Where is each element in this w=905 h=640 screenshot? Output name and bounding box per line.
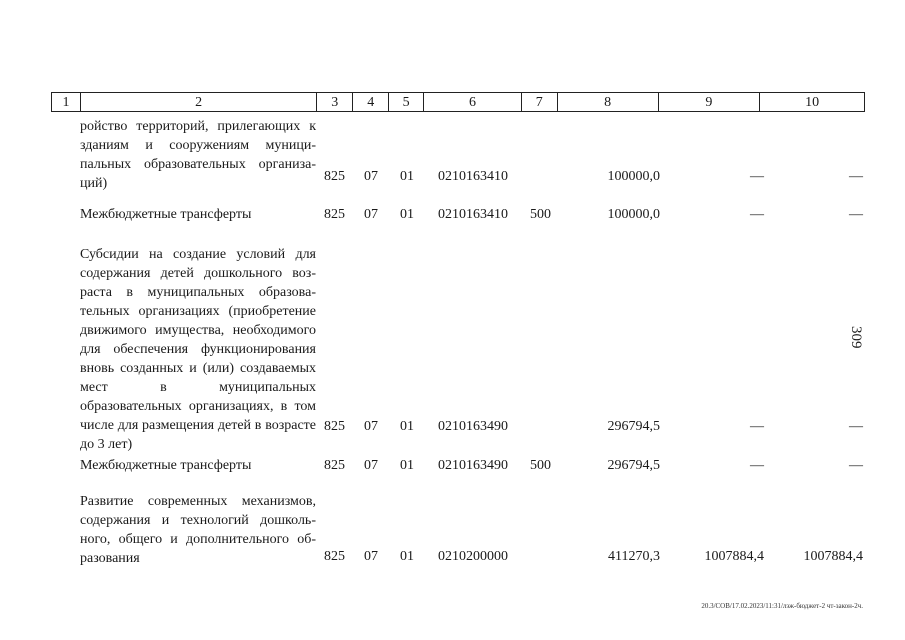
header-col-9: 9 (659, 93, 761, 111)
footer-note: 20.3/СОВ/17.02.2023/11:31/лэж-бюджет-2 чт-закон-2ч. (701, 602, 863, 610)
header-col-7: 7 (522, 93, 558, 111)
cell-col-10: — (849, 207, 863, 222)
cell-col-8: 411270,3 (608, 549, 660, 564)
cell-col-6: 0210200000 (438, 549, 508, 564)
table-header (51, 92, 865, 112)
cell-col-10: 1007884,4 (803, 549, 863, 564)
header-col-8: 8 (558, 93, 659, 111)
row-description: Межбюджетные трансферты (80, 207, 252, 222)
cell-col-5: 01 (400, 458, 414, 473)
cell-col-9: 1007884,4 (704, 549, 764, 564)
cell-col-6: 0210163410 (438, 207, 508, 222)
cell-col-3: 825 (324, 169, 345, 184)
row-description: Межбюджетные трансферты (80, 458, 252, 473)
header-col-4: 4 (353, 93, 389, 111)
cell-col-3: 825 (324, 549, 345, 564)
cell-col-9: — (750, 207, 764, 222)
cell-col-6: 0210163490 (438, 419, 508, 434)
cell-col-8: 296794,5 (607, 458, 660, 473)
cell-col-5: 01 (400, 169, 414, 184)
row-description: ройство территорий, прилегающих к зданиям и сооружениям муниципальных образовательных организаций) (80, 119, 316, 191)
header-col-10: 10 (805, 95, 820, 110)
cell-col-8: 100000,0 (607, 207, 660, 222)
cell-col-5: 01 (400, 207, 414, 222)
cell-col-5: 01 (400, 419, 414, 434)
cell-col-10: — (849, 419, 863, 434)
cell-col-10: — (849, 169, 863, 184)
cell-col-10: — (849, 458, 863, 473)
cell-col-7: 500 (530, 458, 551, 473)
cell-col-5: 01 (400, 549, 414, 564)
cell-col-4: 07 (364, 207, 378, 222)
header-col-2: 2 (81, 93, 317, 111)
row-description: Развитие современных механизмов, содержания и технологий дошкольного, общего и дополнительного образования (80, 494, 316, 566)
cell-col-9: — (750, 458, 764, 473)
cell-col-8: 296794,5 (607, 419, 660, 434)
header-col-1: 1 (52, 93, 81, 111)
page-number: 309 (848, 326, 864, 349)
header-col-3: 3 (317, 93, 353, 111)
cell-col-3: 825 (324, 419, 345, 434)
cell-col-6: 0210163410 (438, 169, 508, 184)
cell-col-6: 0210163490 (438, 458, 508, 473)
cell-col-9: — (750, 169, 764, 184)
cell-col-9: — (750, 419, 764, 434)
row-description: Субсидии на создание условий для содержания детей дошкольного возраста в муниципальных образовательных организациях (приобретение движимого имущества, необходимого для обеспечения функционирования вновь созданных и (или) создаваемых мест в муниципальных образовательных организациях, в том числе для размещения детей в возрасте до 3 лет) (80, 247, 316, 452)
cell-col-3: 825 (324, 458, 345, 473)
cell-col-7: 500 (530, 207, 551, 222)
cell-col-8: 100000,0 (607, 169, 660, 184)
cell-col-4: 07 (364, 419, 378, 434)
cell-col-4: 07 (364, 549, 378, 564)
cell-col-3: 825 (324, 207, 345, 222)
cell-col-4: 07 (364, 169, 378, 184)
header-col-6: 6 (424, 93, 522, 111)
cell-col-4: 07 (364, 458, 378, 473)
header-col-5: 5 (389, 93, 424, 111)
